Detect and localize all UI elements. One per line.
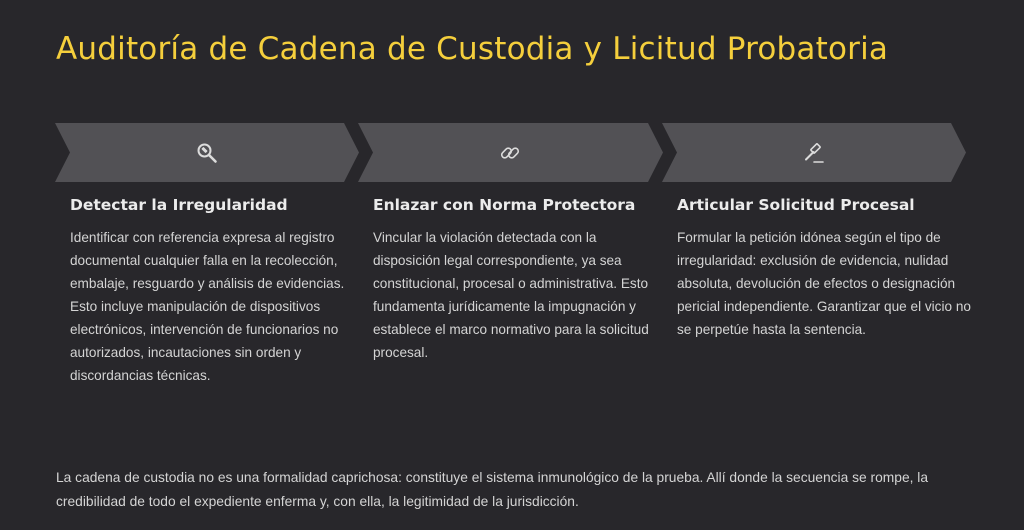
step-3-description: Formular la petición idónea según el tipo de irregularidad: exclusión de evidencia, nulidad absoluta, devolución de efectos o designación pericial independiente. Garantizar que el vicio no se perpetúe hasta la sentencia. — [677, 230, 971, 337]
step-3 — [677, 196, 972, 341]
step-2 — [373, 196, 653, 364]
step-1-title: Detectar la Irregularidad — [70, 196, 288, 214]
step-2-title: Enlazar con Norma Protectora — [373, 196, 636, 214]
chain-link-icon — [498, 141, 522, 165]
magnifier-gavel-icon — [195, 141, 219, 165]
step-1 — [70, 196, 355, 387]
step-2-description: Vincular la violación detectada con la disposición legal correspondiente, ya sea constitucional, procesal o administrativa. Esto fundamenta jurídicamente la impugnación y establece el marco normativo para la solicitud procesal. — [373, 230, 649, 360]
page-title: Auditoría de Cadena de Custodia y Licitud Probatoria — [56, 30, 889, 67]
footer-text: La cadena de custodia no es una formalidad caprichosa: constituye el sistema inmunológico de la prueba. Allí donde la secuencia se rompe, la credibilidad de todo el expediente enferma y, con ella, la legitimidad de la jurisdicción. — [56, 470, 929, 509]
gavel-icon — [802, 141, 826, 165]
step-3-title: Articular Solicitud Procesal — [677, 196, 915, 214]
step-1-description: Identificar con referencia expresa al registro documental cualquier falla en la recolección, embalaje, resguardo y análisis de evidencias. Esto incluye manipulación de dispositivos electrónicos, intervención de funcionarios no autorizados, incautaciones sin orden y discordancias técnicas. — [70, 230, 345, 383]
